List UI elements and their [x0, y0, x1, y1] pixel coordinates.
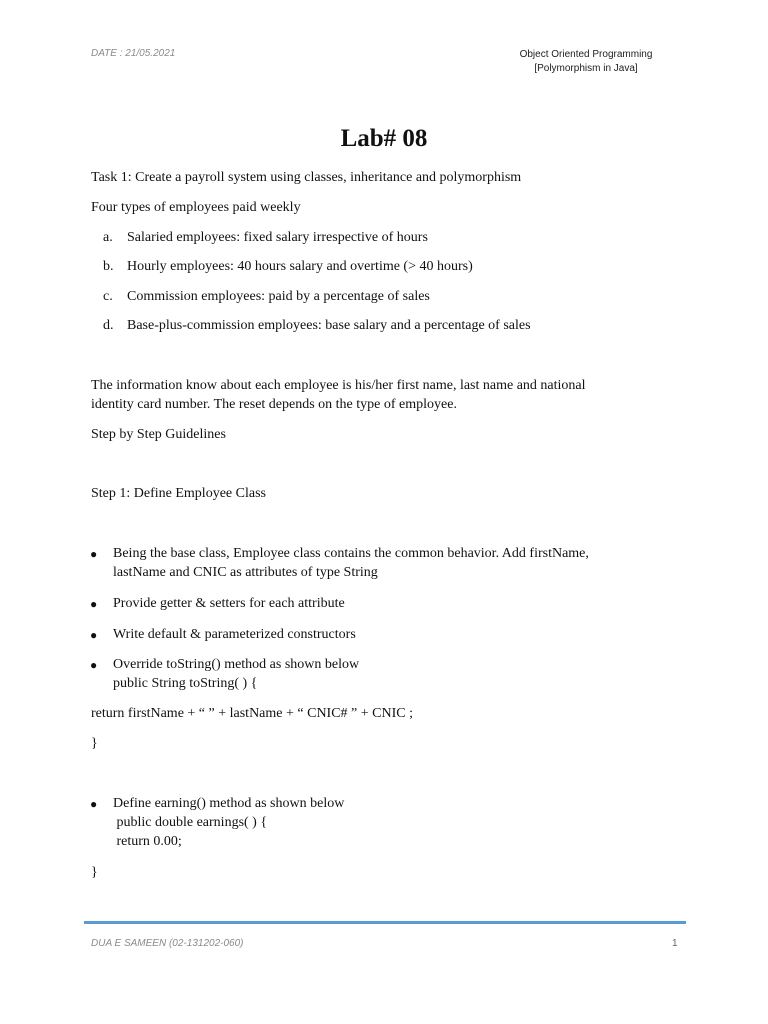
- list-item: [0, 287, 768, 306]
- header-course: Object Oriented Programming: [519, 49, 653, 60]
- footer-divider: [84, 921, 686, 924]
- bullet-text: lastName and CNIC as attributes of type String: [113, 565, 378, 580]
- info-line-2: identity card number. The reset depends on the type of employee.: [91, 397, 457, 412]
- list-text: Salaried employees: fixed salary irrespective of hours: [127, 230, 428, 245]
- bullet-text: Being the base class, Employee class contains the common behavior. Add firstName,: [113, 546, 589, 561]
- bullet-icon: ●: [90, 628, 98, 642]
- list-item: [0, 655, 768, 695]
- code-return-line: return firstName + “ ” + lastName + “ CNIC# ” + CNIC ;: [91, 706, 413, 721]
- bullet-icon: ●: [90, 597, 98, 611]
- code-closing-brace: }: [91, 736, 98, 751]
- list-item: [0, 594, 768, 613]
- code-closing-brace: }: [91, 865, 98, 880]
- header-course-block: [490, 48, 682, 76]
- list-text: Commission employees: paid by a percentage of sales: [127, 289, 430, 304]
- page-number: 1: [672, 938, 678, 949]
- list-text: Base-plus-commission employees: base salary and a percentage of sales: [127, 318, 531, 333]
- bullet-icon: ●: [90, 658, 98, 672]
- code-line: public String toString( ) {: [113, 676, 258, 691]
- list-label: d.: [103, 318, 114, 333]
- types-intro: Four types of employees paid weekly: [91, 200, 301, 215]
- page-title: Lab# 08: [340, 125, 428, 152]
- list-text: Hourly employees: 40 hours salary and overtime (> 40 hours): [127, 259, 473, 274]
- header-topic: [Polymorphism in Java]: [534, 63, 638, 74]
- list-label: c.: [103, 289, 113, 304]
- guidelines-heading: Step by Step Guidelines: [91, 427, 226, 442]
- list-label: a.: [103, 230, 113, 245]
- bullet-text: Override toString() method as shown below: [113, 657, 360, 672]
- list-item: [0, 544, 768, 584]
- bullet-text: Define earning() method as shown below: [113, 796, 345, 811]
- list-item: [0, 257, 768, 276]
- code-line: public double earnings( ) {: [113, 815, 268, 830]
- info-line-1: The information know about each employee is his/her first name, last name and national: [91, 378, 586, 393]
- list-item: [0, 794, 768, 854]
- bullet-text: Provide getter & setters for each attribute: [113, 596, 345, 611]
- bullet-icon: ●: [90, 797, 98, 811]
- task-line: Task 1: Create a payroll system using classes, inheritance and polymorphism: [91, 170, 522, 185]
- bullet-icon: ●: [90, 547, 98, 561]
- list-item: [0, 228, 768, 247]
- list-item: [0, 625, 768, 644]
- footer-author: DUA E SAMEEN (02-131202-060): [91, 938, 244, 949]
- step1-heading: Step 1: Define Employee Class: [91, 486, 266, 501]
- code-line: return 0.00;: [113, 834, 182, 849]
- list-label: b.: [103, 259, 114, 274]
- bullet-text: Write default & parameterized constructors: [113, 627, 356, 642]
- list-item: [0, 316, 768, 335]
- header-date: DATE : 21/05.2021: [91, 48, 176, 59]
